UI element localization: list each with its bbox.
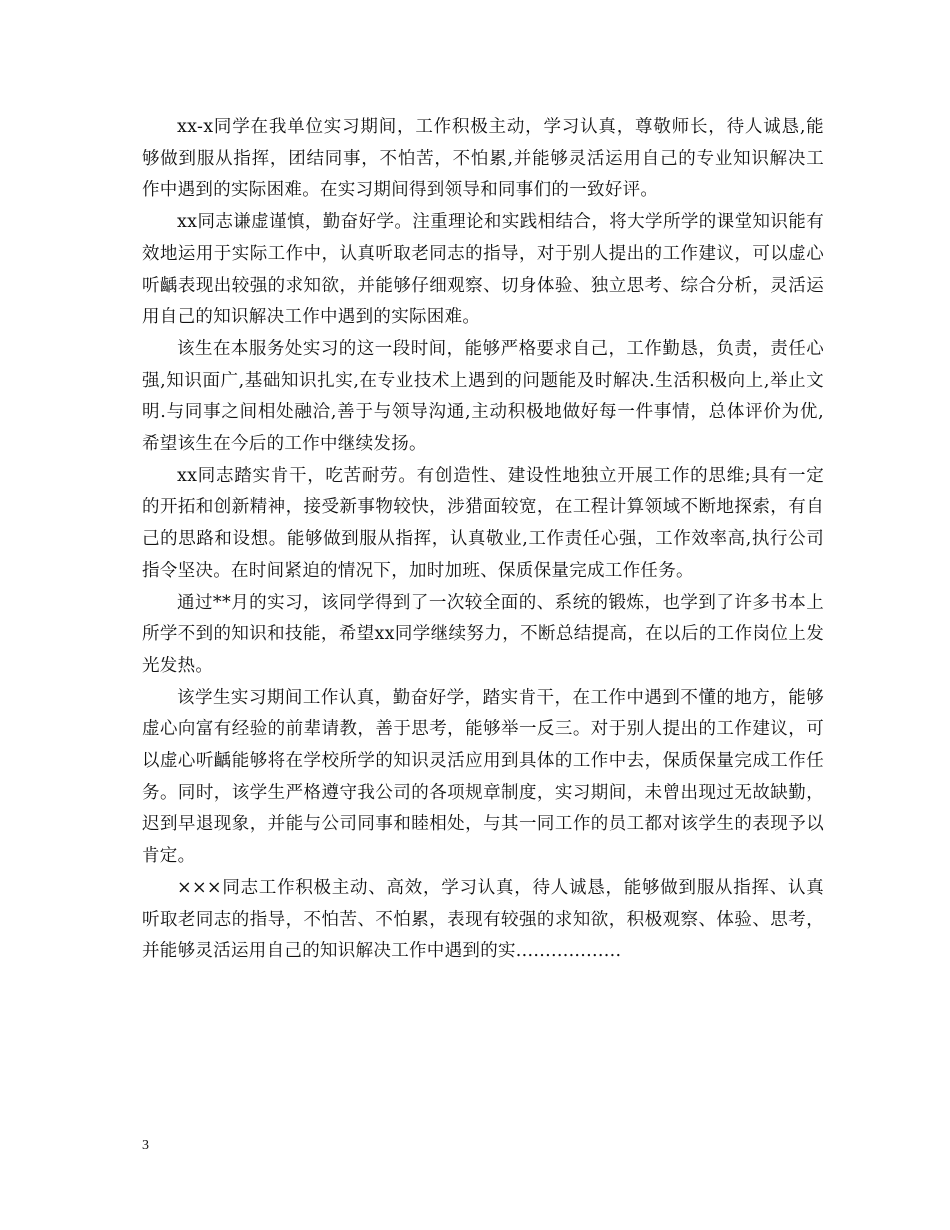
page-number: 3: [142, 1138, 149, 1153]
paragraph-4: xx同志踏实肯干，吃苦耐劳。有创造性、建设性地独立开展工作的思维;具有一定的开拓和创新精神，接受新事物较快，涉猎面较宽，在工程计算领域不断地探索，有自己的思路和设想。能够做到服从指挥，认真敬业,工作责任心强，工作效率高,执行公司指令坚决。在时间紧迫的情况下，加时加班、保质保量完成工作任务。: [142, 465, 824, 581]
paragraph-3: 该生在本服务处实习的这一段时间，能够严格要求自己，工作勤恳，负责，责任心强,知识面广,基础知识扎实,在专业技术上遇到的问题能及时解决.生活积极向上,举止文明.与同事之间相处融洽,善于与领导沟通,主动积极地做好每一件事情，总体评价为优,希望该生在今后的工作中继续发扬。: [142, 338, 824, 455]
paragraph-2: xx同志谦虚谨慎，勤奋好学。注重理论和实践相结合，将大学所学的课堂知识能有效地运用于实际工作中，认真听取老同志的指导，对于别人提出的工作建议，可以虚心听齲表现出较强的求知欲，并能够仔细观察、切身体验、独立思考、综合分析，灵活运用自己的知识解决工作中遇到的实际困难。: [142, 212, 824, 328]
paragraph-7: ×××同志工作积极主动、高效，学习认真，待人诚恳，能够做到服从指挥、认真听取老同志的指导，不怕苦、不怕累，表现有较强的求知欲，积极观察、体验、思考，并能够灵活运用自己的知识解决工作中遇到的实..................: [142, 877, 824, 962]
paragraph-1: xx-x同学在我单位实习期间，工作积极主动，学习认真，尊敬师长，待人诚恳,能够做到服从指挥，团结同事，不怕苦，不怕累,并能够灵活运用自己的专业知识解决工作中遇到的实际困难。在实习期间得到领导和同事们的一致好评。: [142, 117, 824, 201]
paragraph-5: 通过**月的实习，该同学得到了一次较全面的、系统的锻炼，也学到了许多书本上所学不到的知识和技能，希望xx同学继续努力，不断总结提高，在以后的工作岗位上发光发热。: [142, 592, 824, 676]
paragraph-6: 该学生实习期间工作认真，勤奋好学，踏实肯干，在工作中遇到不懂的地方，能够虚心向富有经验的前辈请教，善于思考，能够举一反三。对于别人提出的工作建议，可以虚心听齲能够将在学校所学的知识灵活应用到具体的工作中去，保质保量完成工作任务。同时，该学生严格遵守我公司的各项规章制度，实习期间，未曾出现过无故缺勤，迟到早退现象，并能与公司同事和睦相处，与其一同工作的员工都对该学生的表现予以肯定。: [142, 687, 824, 867]
document-body: [142, 112, 824, 968]
